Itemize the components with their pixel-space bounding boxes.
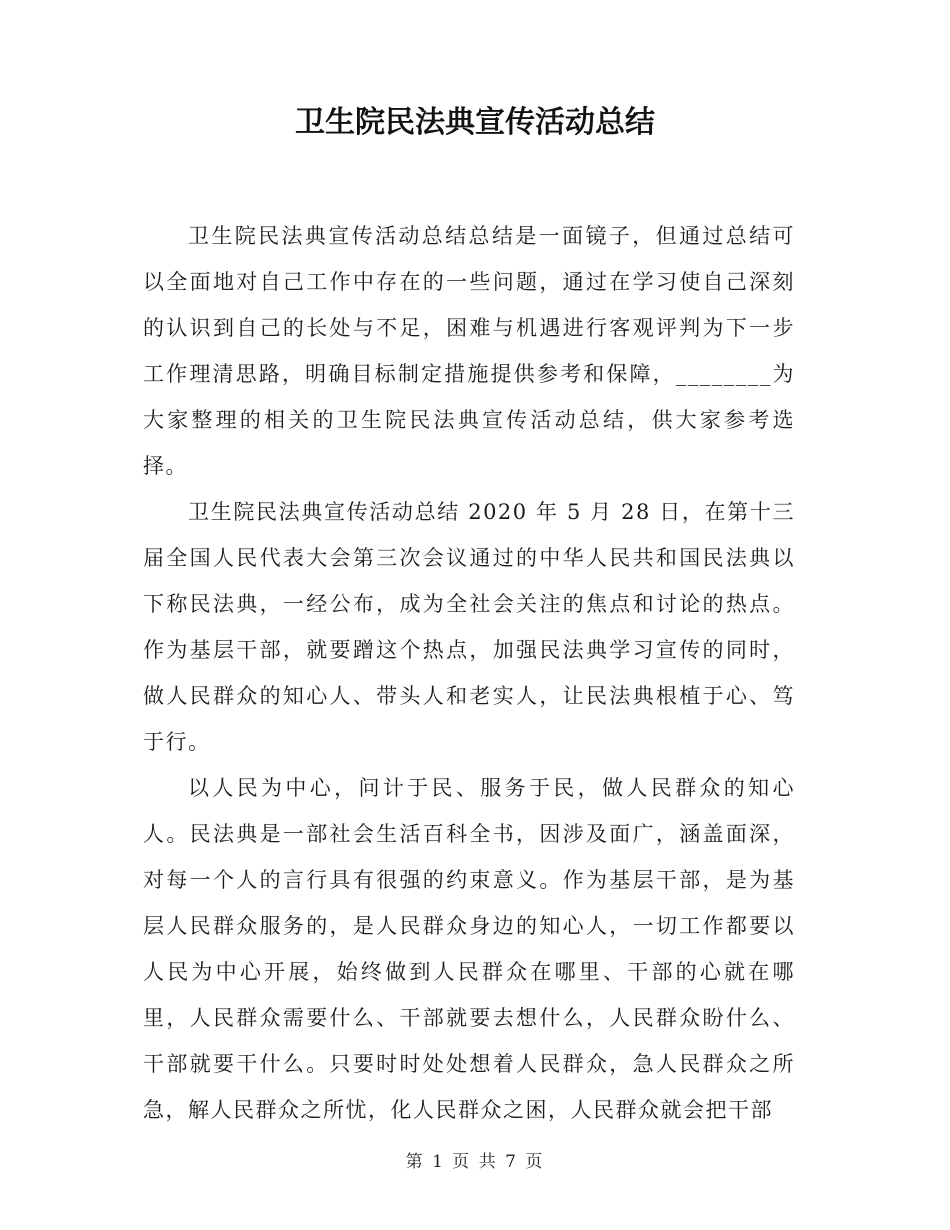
document-title: 卫生院民法典宣传活动总结	[295, 105, 655, 140]
paragraph-people-centered: 以人民为中心，问计于民、服务于民，做人民群众的知心人。民法典是一部社会生活百科全书，因涉及面广，涵盖面深，对每一个人的言行具有很强的约束意义。作为基层干部，是为基层人民群众服务的，是人民群众身边的知心人，一切工作都要以人民为中心开展，始终做到人民群众在哪里、干部的心就在哪里，人民群众需要什么、干部就要去想什么，人民群众盼什么、干部就要干什么。只要时时处处想着人民群众，急人民群众之所急，解人民群众之所忧，化人民群众之困，人民群众就会把干部	[143, 776, 795, 1122]
paragraph-intro: 卫生院民法典宣传活动总结总结是一面镜子，但通过总结可以全面地对自己工作中存在的一些问题，通过在学习使自己深刻的认识到自己的长处与不足，困难与机遇进行客观评判为下一步工作理清思路，明确目标制定措施提供参考和保障，________为大家整理的相关的卫生院民法典宣传活动总结，供大家参考选择。	[143, 224, 795, 478]
page-number-footer: 第 1 页 共 7 页	[405, 1152, 545, 1172]
document-body	[143, 213, 795, 1133]
paragraph-background: 卫生院民法典宣传活动总结 2020 年 5 月 28 日，在第十三届全国人民代表大会第三次会议通过的中华人民共和国民法典以下称民法典，一经公布，成为全社会关注的焦点和讨论的热点。作为基层干部，就要蹭这个热点，加强民法典学习宣传的同时，做人民群众的知心人、带头人和老实人，让民法典根植于心、笃于行。	[143, 500, 795, 754]
